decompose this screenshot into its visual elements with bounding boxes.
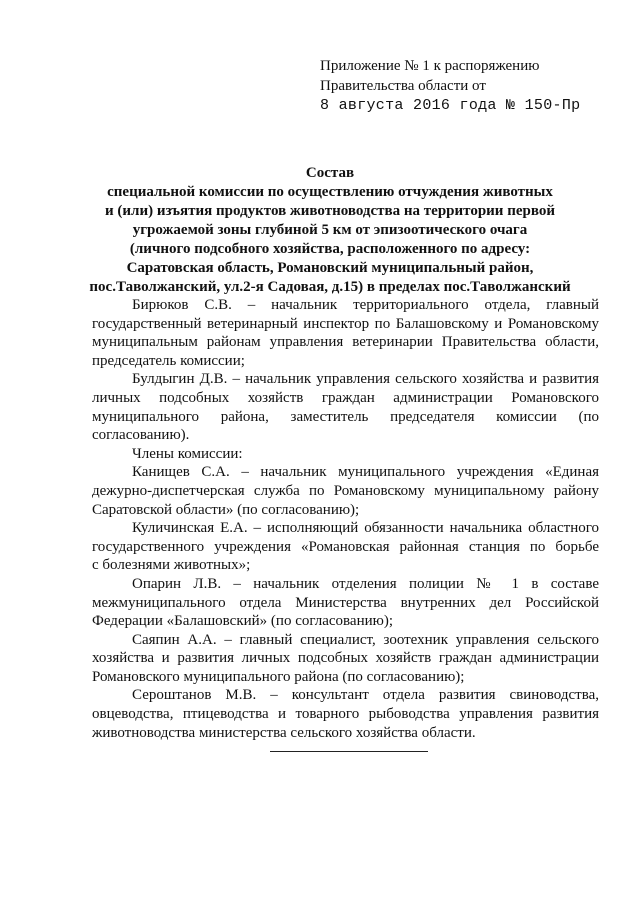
order-date-number: 8 августа 2016 года № 150-Пр xyxy=(320,97,581,114)
text-line: муниципальным районам управления ветеринарии Правительства области, xyxy=(92,334,599,351)
title-line: специальной комиссии по осуществлению отчуждения животных xyxy=(107,184,553,200)
document-title xyxy=(80,164,580,297)
text-line: Куличинская Е.А. – исполняющий обязанности начальника областного xyxy=(132,520,599,537)
text-line: овцеводства, птицеводства и товарного рыбоводства управления развития xyxy=(92,706,599,723)
member-entry xyxy=(92,463,599,519)
text-line: Булдыгин Д.В. – начальник управления сельского хозяйства и развития xyxy=(132,371,599,388)
title-line: и (или) изъятия продуктов животноводства на территории первой xyxy=(105,203,555,219)
closing-divider xyxy=(270,751,428,752)
text-line: хозяйства и развития личных подсобных хозяйств граждан администрации xyxy=(92,650,599,667)
deputy-chairman-entry xyxy=(92,370,599,444)
member-entry xyxy=(92,519,599,575)
text-line: Канищев С.А. – начальник муниципального учреждения «Единая xyxy=(132,464,599,481)
appendix-header xyxy=(320,56,580,116)
text-line: межмуниципального отдела Министерства внутренних дел Российской xyxy=(92,594,599,611)
text-line: государственного учреждения «Романовская районная станция по борьбе xyxy=(92,538,599,555)
text-line: Бирюков С.В. – начальник территориального отдела, главный xyxy=(132,297,599,313)
text-line: Сероштанов М.В. – консультант отдела развития свиноводства, xyxy=(132,687,599,704)
text-line: с болезнями животных»; xyxy=(92,557,251,574)
title-line: Саратовская область, Романовский муниципальный район, xyxy=(126,260,534,276)
text-line: Саяпин А.А. – главный специалист, зоотехник управления сельского xyxy=(132,631,599,648)
title-line: угрожаемой зоны глубиной 5 км от эпизоотического очага xyxy=(132,222,528,238)
title-line: (личного подсобного хозяйства, расположенного по адресу: xyxy=(129,241,531,257)
text-line: Члены комиссии: xyxy=(132,445,243,462)
text-line: Федерации «Балашовский» (по согласованию); xyxy=(92,613,394,630)
title-heading: Состав xyxy=(305,165,355,181)
title-line: пос.Таволжанский, ул.2-я Садовая, д.15) в пределах пос.Таволжанский xyxy=(89,279,571,295)
appendix-number: Приложение № 1 к распоряжению xyxy=(320,58,540,74)
members-heading xyxy=(92,445,599,464)
commission-list xyxy=(92,296,599,742)
text-line: Опарин Л.В. – начальник отделения полиции № 1 в составе xyxy=(132,575,599,592)
text-line: Саратовской области» (по согласованию); xyxy=(92,501,360,518)
text-line: дежурно-диспетчерская служба по Романовскому муниципальному району xyxy=(92,482,599,499)
issuing-authority: Правительства области от xyxy=(320,78,486,94)
text-line: животноводства министерства сельского хозяйства области. xyxy=(92,724,476,741)
chairman-entry xyxy=(92,296,599,370)
text-line: государственный ветеринарный инспектор по Балашовскому и Романовскому xyxy=(92,315,599,332)
member-entry xyxy=(92,575,599,631)
text-line: Романовского муниципального района (по согласованию); xyxy=(92,668,465,685)
text-line: председатель комиссии; xyxy=(92,352,245,369)
text-line: личных подсобных хозяйств граждан администрации Романовского xyxy=(92,389,599,406)
text-line: муниципального района, заместитель председателя комиссии (по согласованию). xyxy=(92,408,599,444)
member-entry xyxy=(92,686,599,742)
member-entry xyxy=(92,631,599,687)
